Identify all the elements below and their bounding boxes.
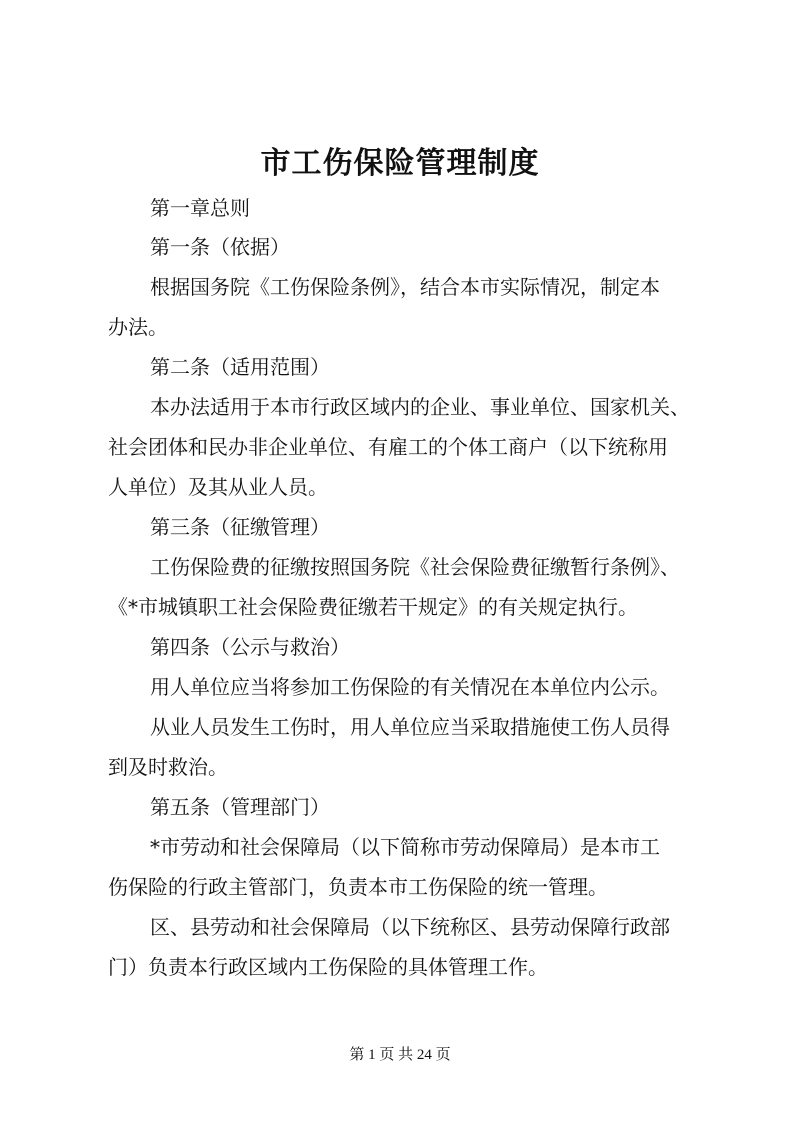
article-3-heading: 第三条（征缴管理） <box>150 515 330 539</box>
article-2-heading: 第二条（适用范围） <box>150 355 330 379</box>
article-5-heading: 第五条（管理部门） <box>150 795 330 819</box>
article-5-text-line-3: 区、县劳动和社会保障局（以下统称区、县劳动保障行政部 <box>150 915 670 939</box>
article-1-heading: 第一条（依据） <box>150 235 290 259</box>
article-3-text-line-2: 《*市城镇职工社会保险费征缴若干规定》的有关规定执行。 <box>108 595 638 619</box>
article-5-text-line-2: 伤保险的行政主管部门，负责本市工伤保险的统一管理。 <box>108 875 608 899</box>
article-2-text-line-1: 本办法适用于本市行政区域内的企业、事业单位、国家机关、 <box>150 395 690 419</box>
article-1-text-line-2: 办法。 <box>108 315 168 339</box>
chapter-heading: 第一章总则 <box>150 196 250 220</box>
article-4-text-line-2: 从业人员发生工伤时，用人单位应当采取措施使工伤人员得 <box>150 715 670 739</box>
article-5-text-line-1: *市劳动和社会保障局（以下简称市劳动保障局）是本市工 <box>150 835 660 859</box>
article-4-text-line-3: 到及时救治。 <box>108 755 228 779</box>
article-3-text-line-1: 工伤保险费的征缴按照国务院《社会保险费征缴暂行条例》、 <box>150 555 680 579</box>
document-title: 市工伤保险管理制度 <box>260 146 540 181</box>
article-4-text-line-1: 用人单位应当将参加工伤保险的有关情况在本单位内公示。 <box>150 675 670 699</box>
article-5-text-line-4: 门）负责本行政区域内工伤保险的具体管理工作。 <box>108 955 548 979</box>
article-2-text-line-2: 社会团体和民办非企业单位、有雇工的个体工商户（以下统称用 <box>108 435 668 459</box>
article-1-text-line-1: 根据国务院《工伤保险条例》，结合本市实际情况，制定本 <box>150 275 660 299</box>
article-2-text-line-3: 人单位）及其从业人员。 <box>108 475 328 499</box>
article-4-heading: 第四条（公示与救治） <box>150 635 350 659</box>
page-number-footer: 第 1 页 共 24 页 <box>349 1047 451 1063</box>
